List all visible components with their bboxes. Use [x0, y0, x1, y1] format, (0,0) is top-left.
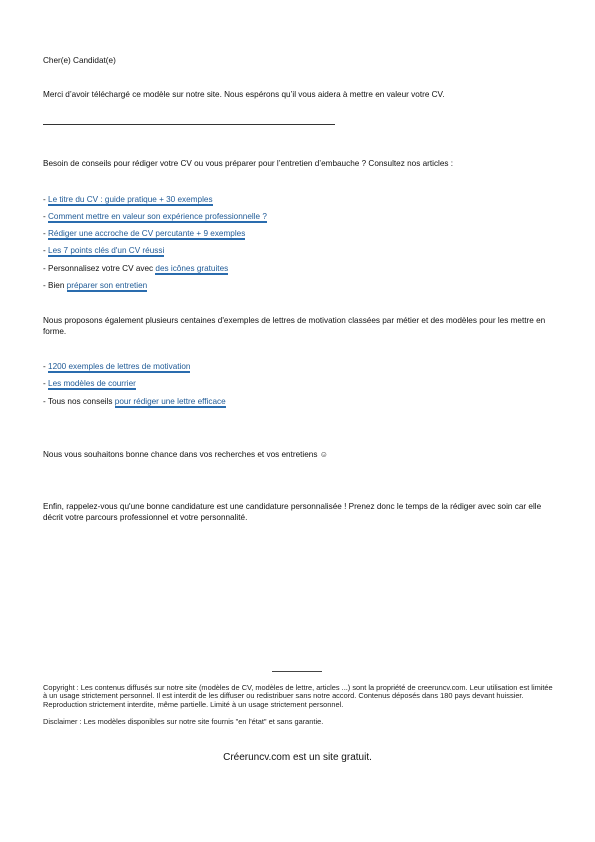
list-item — [43, 194, 213, 205]
copyright-notice: Copyright : Les contenus diffusés sur notre site (modèles de CV, modèles de lettre, articles ...) sont la propriété de creeruncv.com. Leur utilisation est limitée à un usage strictement personnel. Il est interdit de les diffuser ou redistribuer sans notre accord. Contenus déposés dans 180 pays devant huissier. Reproduction strictement interdite, même partielle. Limité à un usage strictement personnel. — [43, 683, 553, 709]
link-cv-hook[interactable]: Rédiger une accroche de CV percutante + 9 exemples — [48, 229, 246, 238]
disclaimer-notice: Disclaimer : Les modèles disponibles sur notre site fournis "en l'état" et sans garantie. — [43, 717, 324, 726]
link-key-points[interactable]: Les 7 points clés d'un CV réussi — [48, 246, 165, 255]
list-item-prefix: - — [43, 246, 49, 255]
link-mail-templates[interactable]: Les modèles de courrier — [48, 379, 136, 388]
separator-line — [43, 124, 335, 125]
link-experience[interactable]: Comment mettre en valeur son expérience professionnelle ? — [48, 212, 267, 221]
list-item — [43, 263, 228, 274]
link-free-icons[interactable]: des icônes gratuites — [155, 264, 229, 273]
list-item-prefix: - — [43, 362, 49, 371]
list-item-prefix: - Bien — [43, 281, 67, 290]
footer-separator — [272, 671, 322, 672]
link-letter-advice[interactable]: pour rédiger une lettre efficace — [114, 397, 226, 406]
letters-intro: Nous proposons également plusieurs centaines d'exemples de lettres de motivation classées par métier et des modèles pour les mettre en forme. — [43, 316, 546, 336]
list-item-prefix: - Personnalisez votre CV avec — [43, 264, 156, 273]
link-letter-examples[interactable]: 1200 exemples de lettres de motivation — [48, 362, 191, 371]
list-item — [43, 245, 164, 256]
list-item — [43, 280, 147, 291]
list-item — [43, 228, 245, 239]
list-item — [43, 396, 226, 407]
thanks-paragraph: Merci d’avoir téléchargé ce modèle sur notre site. Nous espérons qu’il vous aidera à mettre en valeur votre CV. — [43, 90, 445, 99]
free-site-notice: Créeruncv.com est un site gratuit. — [223, 752, 372, 763]
good-luck-message: Nous vous souhaitons bonne chance dans vos recherches et vos entretiens ☺ — [43, 450, 329, 459]
advice-intro: Besoin de conseils pour rédiger votre CV ou vous préparer pour l’entretien d’embauche ? Consultez nos articles : — [43, 159, 454, 168]
list-item — [43, 361, 190, 372]
list-item-prefix: - — [43, 212, 49, 221]
link-interview-prep[interactable]: préparer son entretien — [66, 281, 148, 290]
link-cv-title-guide[interactable]: Le titre du CV : guide pratique + 30 exemples — [48, 195, 213, 204]
list-item — [43, 211, 267, 222]
list-item-prefix: - Tous nos conseils — [43, 397, 115, 406]
list-item — [43, 378, 136, 389]
list-item-prefix: - — [43, 229, 49, 238]
closing-paragraph: Enfin, rappelez-vous qu'une bonne candidature est une candidature personnalisée ! Prenez donc le temps de la rédiger avec soin car elle décrit votre parcours professionnel et votre personnalité. — [43, 502, 542, 522]
greeting: Cher(e) Candidat(e) — [43, 56, 116, 65]
list-item-prefix: - — [43, 379, 49, 388]
list-item-prefix: - — [43, 195, 49, 204]
